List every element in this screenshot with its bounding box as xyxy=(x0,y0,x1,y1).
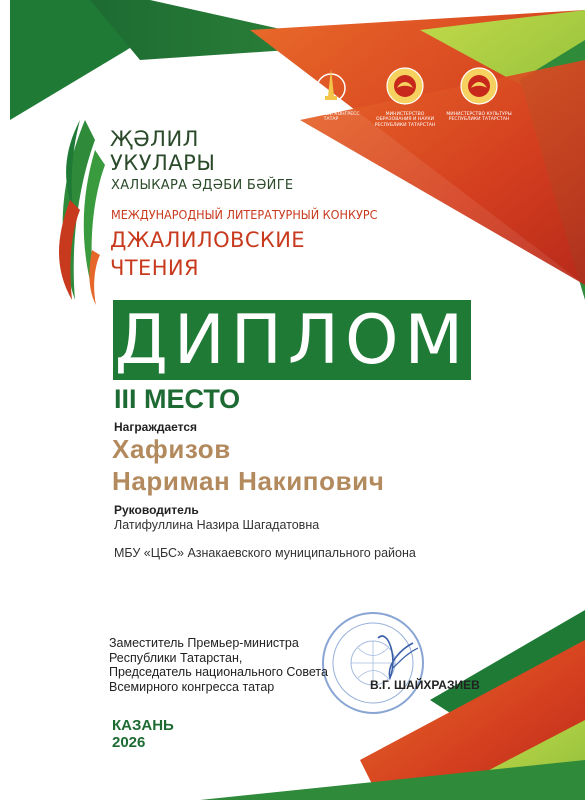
stamp-seal xyxy=(318,608,428,718)
logo-caption: МИНИСТЕРСТВО ОБРАЗОВАНИЯ И НАУКИ РЕСПУБЛИКИ ТАТАРСТАН xyxy=(374,112,436,128)
title-russian-line1: МЕЖДУНАРОДНЫЙ ЛИТЕРАТУРНЫЙ КОНКУРС xyxy=(111,207,378,222)
title-tatar-line1: ҖӘЛИЛ xyxy=(110,127,199,151)
organization: МБУ «ЦБС» Азнакаевского муниципального района xyxy=(114,546,416,560)
diploma-banner xyxy=(113,300,471,380)
leader-label: Руководитель xyxy=(114,503,199,517)
tower-globe-icon xyxy=(311,66,351,106)
title-russian-line3: ЧТЕНИЯ xyxy=(110,256,199,280)
leader-name: Латифуллина Назира Шагадатовна xyxy=(114,518,320,532)
partner-logos xyxy=(296,66,516,146)
signatory-line: Председатель национального Совета xyxy=(109,665,328,679)
title-tatar-line3: ХАЛЫКАРА ӘДӘБИ БӘЙГЕ xyxy=(111,178,294,193)
logo-education-ministry xyxy=(370,66,440,128)
signatory-line: Республики Татарстан, xyxy=(109,650,243,665)
title-tatar-line2: УКУЛАРЫ xyxy=(110,151,216,175)
city: КАЗАНЬ xyxy=(112,717,174,734)
place-label: III МЕСТО xyxy=(114,384,241,414)
signatory-line: Всемирного конгресса татар xyxy=(109,679,275,694)
year: 2026 xyxy=(112,734,146,751)
signatory-name: В.Г. ШАЙХРАЗИЕВ xyxy=(370,678,480,692)
tatarstan-emblem-icon xyxy=(385,66,425,106)
logo-caption: МИНИСТЕРСТВО КУЛЬТУРЫ РЕСПУБЛИКИ ТАТАРСТАН xyxy=(446,112,512,123)
title-russian-line2: ДЖАЛИЛОВСКИЕ xyxy=(110,228,305,252)
signatory-line: Заместитель Премьер-министра xyxy=(109,636,299,650)
logo-congress xyxy=(296,66,366,123)
recipient-surname: Хафизов xyxy=(112,434,231,464)
logo-culture-ministry xyxy=(444,66,514,123)
signatory-title xyxy=(109,636,328,694)
tatarstan-emblem-icon xyxy=(459,66,499,106)
recipient-given-name: Нариман Накипович xyxy=(112,466,385,496)
leaf-logo-icon xyxy=(59,120,105,305)
logo-caption: ВСЕМИРНЫЙ КОНГРЕСС ТАТАР xyxy=(302,112,360,123)
diploma-title: ДИПЛОМ xyxy=(114,301,470,380)
awarded-label: Награждается xyxy=(114,420,198,434)
